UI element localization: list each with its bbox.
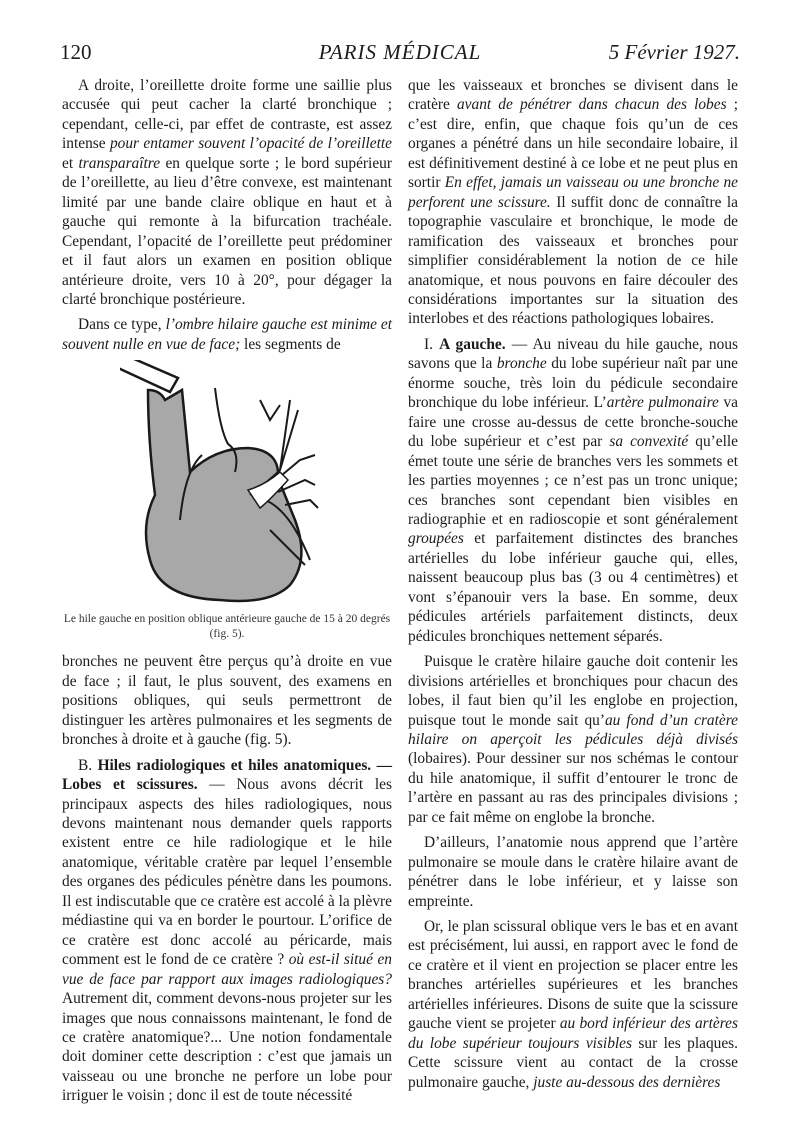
- paragraph: [408, 833, 738, 911]
- text-run: en quelque sorte ; le bord supérieur de l’oreillette, au lieu d’être convexe, est maintenant limité par une bande claire oblique en haut et à gauche qui remonte à la bifurcation trachéale. Cependant, l’opacité de l’oreillette peut prédominer et il faut alors un examen en position oblique antérieure droite, vers 10 à 20°, pour dégager la clarté bronchique postérieure.: [62, 154, 392, 308]
- paragraph: [408, 76, 738, 329]
- journal-title: PARIS MÉDICAL: [318, 40, 482, 64]
- left-top-text: [62, 76, 392, 354]
- paragraph: [408, 917, 738, 1092]
- text-run: I.: [424, 335, 440, 353]
- italic-text-run: En effet, jamais un vaisseau ou une bronche ne perforent une scissure.: [408, 174, 738, 211]
- italic-text-run: transparaître: [78, 154, 161, 172]
- heart-hilum-diagram: [120, 360, 350, 610]
- left-bottom-text: [62, 652, 392, 1105]
- figure-caption: Le hile gauche en position oblique antérieure gauche de 15 à 20 degrés (fig. 5).: [63, 613, 391, 641]
- paragraph: [408, 652, 738, 827]
- paragraph: [62, 76, 392, 309]
- italic-text-run: groupées: [408, 530, 464, 548]
- text-run: (lobaires). Pour dessiner sur nos schémas le contour du hile anatomique, il suffit d’entourer le tronc de l’artère en passant au ras des principales divisions ; par ce fait même on englobe la bronche.: [408, 750, 738, 826]
- paragraph: [62, 652, 392, 749]
- text-run: et: [62, 154, 79, 172]
- italic-text-run: l’ombre hilaire gauche est minime et souvent nulle en vue de face;: [62, 316, 392, 353]
- paragraph: [62, 315, 392, 354]
- italic-text-run: au fond d’un cratère hilaire on aperçoit les pédicules déjà divisés: [408, 711, 738, 748]
- text-run: va faire une crosse au-dessus de cette bronche-souche du lobe supérieur et c’est par: [408, 394, 739, 451]
- text-run: — Au niveau du hile gauche, nous savons que la: [408, 335, 739, 373]
- italic-text-run: pour entamer souvent l’opacité de l’oreillette: [109, 135, 392, 153]
- figure-5: [62, 360, 392, 648]
- text-run: ; c’est dire, enfin, que chaque fois qu’un de ces organes a pénétré dans un hile secondaire lobaire, il est définitivement destiné à ce lobe et ne peut plus en sortir: [408, 96, 738, 192]
- text-run: Or, le plan scissural oblique vers le bas et en avant est précisément, lui aussi, en rapport avec le fond de ce cratère et il vient en projection se placer entre les branches artérielles supérieures et les branches artérielles inférieures. Disons de suite que la scissure gauche vient se projeter: [408, 918, 738, 1033]
- italic-text-run: juste au-dessous des dernières: [533, 1073, 721, 1091]
- text-run: A droite, l’oreillette droite forme une saillie plus accusée qui peut cacher la clarté bronchique ; cependant, celle-ci, par effet de contraste, est assez intense: [62, 77, 392, 153]
- left-column: [62, 76, 392, 1112]
- text-run: bronches ne peuvent être perçus qu’à droite en vue de face ; il faut, le plus souvent, des examens en positions obliques, qui seuls permettront de distinguer les artères pulmonaires et les segments de bronches à droite et à gauche (fig. 5).: [62, 653, 392, 749]
- text-run: — Nous avons décrit les principaux aspects des hiles radiologiques, nous devons maintenant nous demander quels rapports existent entre ce hile radiologique et le hile anatomique, véritable cratère par lequel l’ensemble des organes des pédicules pénètre dans les poumons. Il est indiscutable que ce cratère est accolé à la plèvre médiastine qui va en border le pourtour. L’orifice de ce cratère est donc accolé au péricarde, mais comment est le fond de ce cratère ?: [62, 776, 392, 969]
- text-run: Dans ce type,: [78, 316, 166, 334]
- italic-text-run: au bord inférieur des artères du lobe supérieur toujours visibles: [408, 1015, 738, 1052]
- text-run: les segments de: [240, 335, 341, 353]
- page-number: 120: [60, 40, 92, 64]
- text-run: que les vaisseaux et bronches se divisent dans le cratère: [408, 77, 738, 114]
- paragraph: [62, 756, 392, 1106]
- right-text: [408, 76, 738, 1092]
- italic-text-run: bronche: [496, 355, 547, 373]
- text-run: D’ailleurs, l’anatomie nous apprend que l’artère pulmonaire se moule dans le cratère hilaire avant de pénétrer dans le lobe inférieur, et y laisse son empreinte.: [408, 834, 738, 910]
- text-run: Il suffit donc de connaître la topographie vasculaire et bronchique, le mode de ramification des vaisseaux et bronches pour simplifier considérablement la notion de ce hile anatomique, et nous pouvons en faire découler des considérations importantes sur la situation des interlobes et des réactions pathologiques lobaires.: [408, 193, 738, 328]
- italic-text-run: avant de pénétrer dans chacun des lobes: [456, 96, 727, 114]
- text-run: et parfaitement distinctes des branches artérielles du lobe inférieur gauche qui, elles, naissent beaucoup plus bas (3 ou 4 centimètres) et vont s’épanouir vers la base. En somme, deux pédicules artériels parfaitement distincts, deux pédicules bronchiques nettement séparés.: [408, 530, 738, 645]
- text-run: qu’elle émet toute une série de branches vers les sommets et les parties moyennes ; ce n’est pas un tronc unique; ces branches sont cependant bien visibles en radiographie et en radioscopie et sont généralement: [408, 433, 738, 528]
- bold-heading-run: A gauche.: [439, 335, 506, 353]
- text-run: Autrement dit, comment devons-nous projeter sur les images que nous connaissons maintenant, le fond de ce cratère anatomique?... Une notion fondamentale doit dominer cette description : c’est que jamais un vaisseau ou une bronche ne perfore un lobe pour irriguer le voisin ; donc il est de toute nécessité: [62, 990, 392, 1105]
- italic-text-run: où est-il situé en vue de face par rapport aux images radiologiques?: [62, 951, 392, 988]
- text-run: B.: [78, 756, 98, 774]
- italic-text-run: artère pulmonaire: [606, 394, 719, 412]
- italic-text-run: sa convexité: [609, 433, 689, 451]
- paragraph: [408, 335, 738, 646]
- bold-heading-run: Hiles radiologiques et hiles anatomiques. — Lobes et scissures.: [62, 756, 392, 794]
- text-run: du lobe supérieur naît par une énorme souche, très loin du pédicule secondaire bronchique du lobe inférieur. L’: [408, 355, 738, 412]
- trachea-tube: [120, 360, 178, 392]
- right-column: [408, 76, 738, 1098]
- text-run: sur les plaques. Cette scissure vient au contact de la crosse pulmonaire gauche,: [408, 1034, 738, 1091]
- text-run: Puisque le cratère hilaire gauche doit contenir les divisions artérielles et bronchiques pour chacun des lobes, il faut bien qu’il les englobe en projection, puisque tout le monde sait qu’: [408, 653, 738, 729]
- heart-silhouette: [146, 390, 301, 601]
- page-header: [60, 40, 740, 68]
- issue-date: 5 Février 1927.: [608, 40, 740, 64]
